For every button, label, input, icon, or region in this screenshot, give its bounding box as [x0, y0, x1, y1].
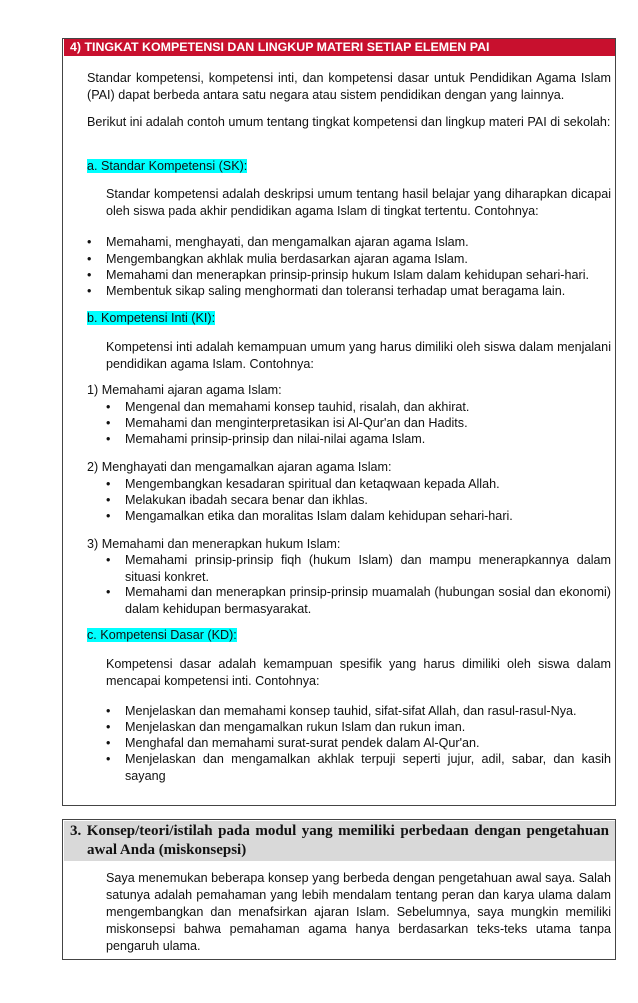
- sk-title-text: a. Standar Kompetensi (SK):: [87, 159, 248, 173]
- sk-item: [87, 267, 611, 284]
- section-3-header: [64, 821, 615, 861]
- ki-item: [106, 508, 611, 525]
- ki-title-text: b. Kompetensi Inti (KI):: [87, 311, 216, 325]
- ki-item: [106, 584, 611, 618]
- section-4-header: 4) TINGKAT KOMPETENSI DAN LINGKUP MATERI SETIAP ELEMEN PAI: [64, 39, 615, 56]
- sk-item-text: Membentuk sikap saling menghormati dan toleransi terhadap umat beragama lain.: [106, 284, 566, 298]
- ki-group-label: 2) Menghayati dan mengamalkan ajaran agama Islam:: [87, 460, 392, 474]
- bullet-icon: •: [106, 432, 111, 446]
- bullet-icon: •: [106, 553, 111, 567]
- ki-item: [106, 399, 611, 416]
- section-3-body: Saya menemukan beberapa konsep yang berbeda dengan pengetahuan awal saya. Salah satunya adalah pemahaman yang lebih mendalam tentang peran dan karya ulama dalam mengembangkan dan menafsirkan ajaran Islam. Sebelumnya, saya mungkin memiliki miskonsepsi bahwa pemahaman agama hanya berdasarkan teks-teks utama tanpa pengaruh ulama.: [106, 871, 611, 953]
- bullet-icon: •: [87, 252, 92, 266]
- bullet-icon: •: [87, 235, 92, 249]
- ki-item-text: Mengembangkan kesadaran spiritual dan ketaqwaan kepada Allah.: [125, 477, 500, 491]
- kd-item-text: Menjelaskan dan mengamalkan rukun Islam dan rukun iman.: [125, 720, 466, 734]
- sk-item-text: Memahami dan menerapkan prinsip-prinsip hukum Islam dalam kehidupan sehari-hari.: [106, 268, 589, 282]
- ki-item-text: Memahami dan menginterpretasikan isi Al-Qur'an dan Hadits.: [125, 416, 468, 430]
- ki-item: [106, 431, 611, 448]
- bullet-icon: •: [106, 416, 111, 430]
- kd-item: [106, 719, 611, 736]
- ki-item: [106, 492, 611, 509]
- sk-item: [87, 283, 611, 300]
- intro-paragraph-1: Standar kompetensi, kompetensi inti, dan kompetensi dasar untuk Pendidikan Agama Islam (PAI) dapat berbeda antara satu negara atau sistem pendidikan dengan yang lainnya.: [87, 71, 611, 102]
- kd-title: [87, 627, 237, 644]
- sk-title: [87, 158, 247, 175]
- bullet-icon: •: [87, 284, 92, 298]
- kd-item-text: Menjelaskan dan memahami konsep tauhid, sifat-sifat Allah, dan rasul-rasul-Nya.: [125, 704, 577, 718]
- bullet-icon: •: [106, 704, 111, 718]
- ki-item-text: Memahami dan menerapkan prinsip-prinsip muamalah (hubungan sosial dan ekonomi) dalam kehidupan bermasyarakat.: [125, 585, 611, 616]
- kd-item: [106, 735, 611, 752]
- kd-description: Kompetensi dasar adalah kemampuan spesifik yang harus dimiliki oleh siswa dalam mencapai kompetensi inti. Contohnya:: [106, 657, 611, 688]
- bullet-icon: •: [106, 477, 111, 491]
- bullet-icon: •: [106, 752, 111, 766]
- sk-description: Standar kompetensi adalah deskripsi umum tentang hasil belajar yang diharapkan dicapai oleh siswa pada akhir pendidikan agama Islam di tingkat tertentu. Contohnya:: [106, 187, 611, 218]
- bullet-icon: •: [106, 493, 111, 507]
- sk-item-text: Mengembangkan akhlak mulia berdasarkan ajaran agama Islam.: [106, 252, 468, 266]
- ki-item: [106, 476, 611, 493]
- ki-item: [106, 415, 611, 432]
- kd-title-text: c. Kompetensi Dasar (KD):: [87, 628, 237, 642]
- section-3-header-text: 3. Konsep/teori/istilah pada modul yang memiliki perbedaan dengan pengetahuan awal Anda (miskonsepsi): [70, 823, 609, 858]
- sk-item: [87, 234, 611, 251]
- kd-item-text: Menghafal dan memahami surat-surat pendek dalam Al-Qur'an.: [125, 736, 480, 750]
- ki-title: [87, 310, 215, 327]
- ki-item-text: Memahami prinsip-prinsip fiqh (hukum Islam) dan mampu menerapkannya dalam situasi konkret.: [125, 553, 611, 584]
- bullet-icon: •: [106, 720, 111, 734]
- ki-group-label: 3) Memahami dan menerapkan hukum Islam:: [87, 537, 341, 551]
- kd-item: [106, 751, 611, 785]
- bullet-icon: •: [87, 268, 92, 282]
- intro-paragraph-2: Berikut ini adalah contoh umum tentang tingkat kompetensi dan lingkup materi PAI di sekolah:: [87, 115, 611, 129]
- ki-item-text: Memahami prinsip-prinsip dan nilai-nilai agama Islam.: [125, 432, 426, 446]
- ki-item-text: Mengamalkan etika dan moralitas Islam dalam kehidupan sehari-hari.: [125, 509, 513, 523]
- bullet-icon: •: [106, 736, 111, 750]
- ki-item: [106, 552, 611, 586]
- bullet-icon: •: [106, 585, 111, 599]
- ki-group-label: 1) Memahami ajaran agama Islam:: [87, 383, 282, 397]
- ki-item-text: Mengenal dan memahami konsep tauhid, risalah, dan akhirat.: [125, 400, 470, 414]
- sk-item: [87, 251, 611, 268]
- bullet-icon: •: [106, 509, 111, 523]
- sk-item-text: Memahami, menghayati, dan mengamalkan ajaran agama Islam.: [106, 235, 469, 249]
- bullet-icon: •: [106, 400, 111, 414]
- kd-item-text: Menjelaskan dan mengamalkan akhlak terpuji seperti jujur, adil, sabar, dan kasih sayang: [125, 752, 611, 783]
- kd-item: [106, 703, 611, 720]
- ki-item-text: Melakukan ibadah secara benar dan ikhlas.: [125, 493, 368, 507]
- ki-description: Kompetensi inti adalah kemampuan umum yang harus dimiliki oleh siswa dalam menjalani pendidikan agama Islam. Contohnya:: [106, 340, 611, 371]
